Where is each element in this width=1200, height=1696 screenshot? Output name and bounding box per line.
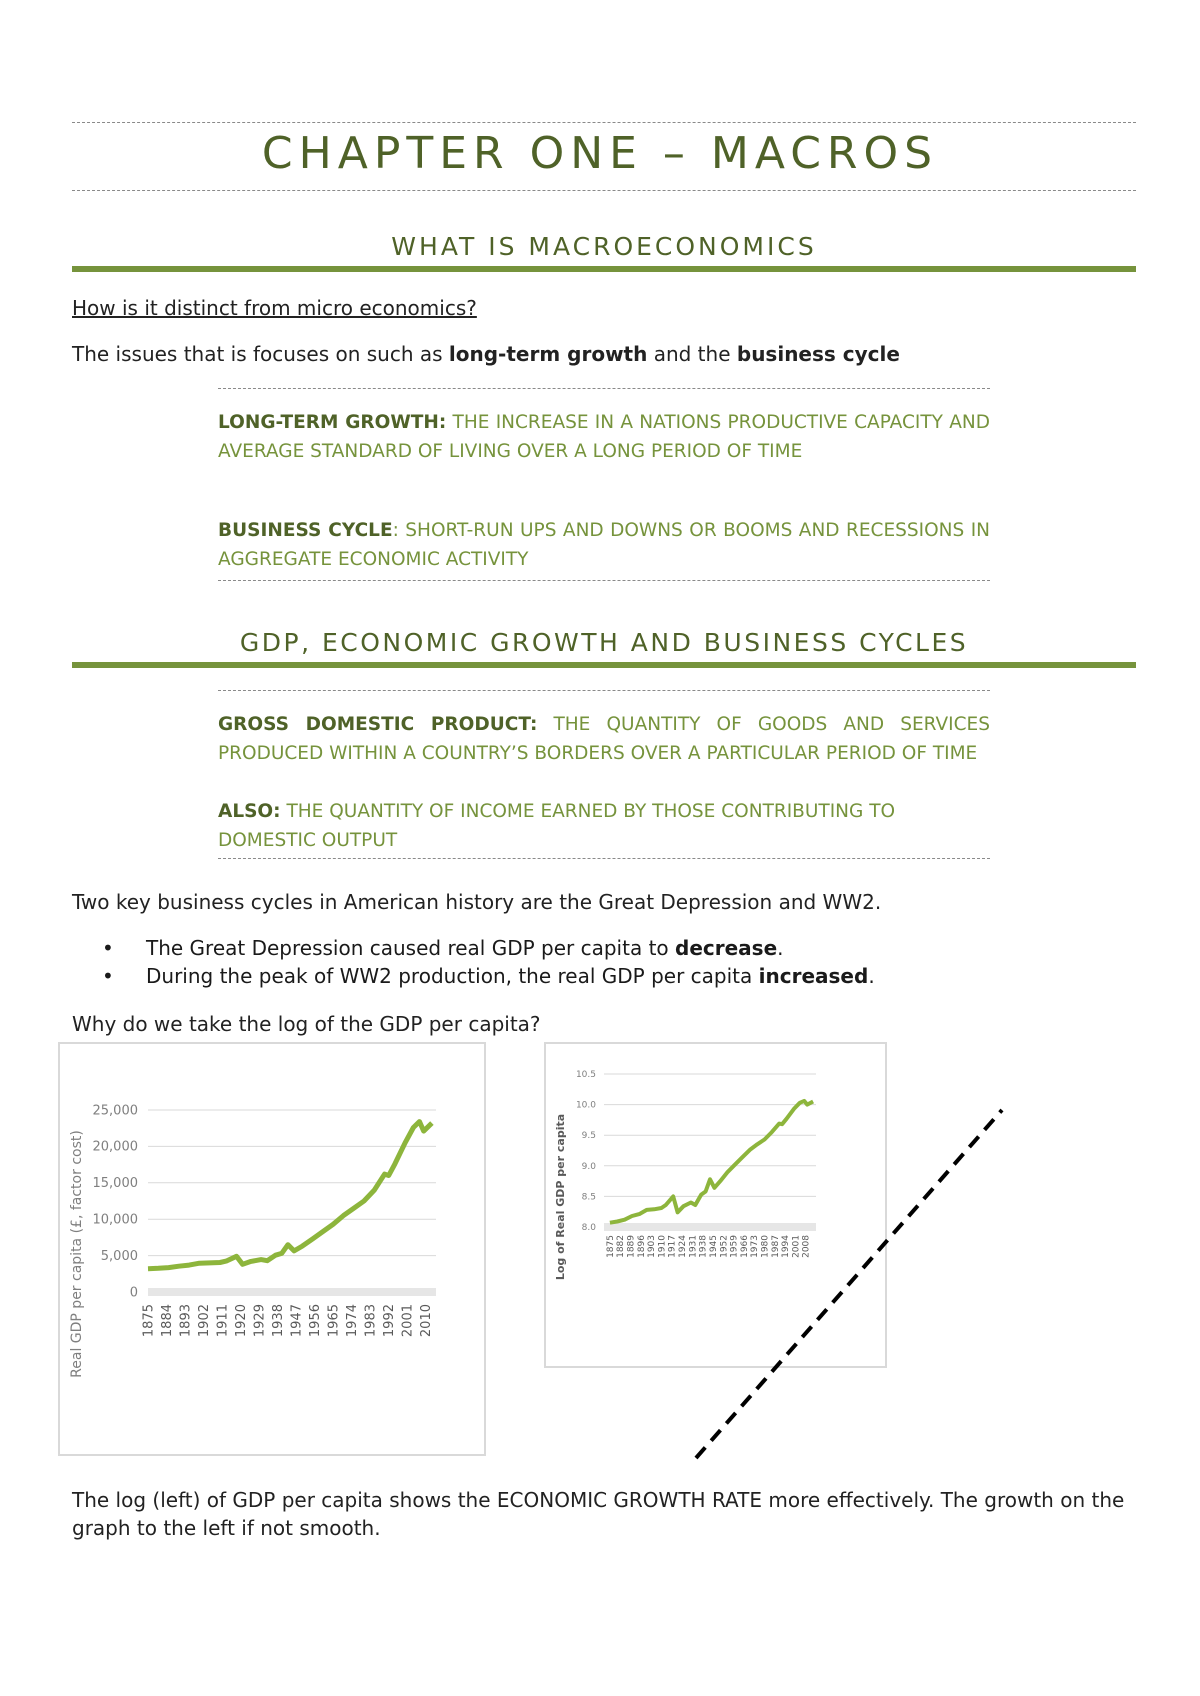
x-tick-label: 1992: [382, 1304, 398, 1338]
x-tick-label: 1903: [647, 1235, 658, 1258]
x-tick-label: 1902: [196, 1304, 212, 1338]
y-tick-label: 5,000: [100, 1248, 138, 1264]
x-tick-label: 1917: [667, 1235, 678, 1258]
also-term: ALSO:: [218, 801, 281, 822]
y-tick-label: 15,000: [92, 1176, 138, 1192]
definition-box-top: [218, 388, 990, 389]
gdp-text: THE QUANTITY OF GOODS AND SERVICES PRODUCED WITHIN A COUNTRY’S BORDERS OVER A PARTICULAR PERIOD OF TIME: [218, 714, 990, 764]
x-tick-label: 1911: [215, 1304, 231, 1338]
x-tick-label: 1929: [252, 1304, 268, 1338]
x-tick-label: 1959: [729, 1235, 740, 1258]
dashed-line: [696, 1110, 1002, 1458]
intro-bold-cycle: business cycle: [736, 342, 900, 366]
x-tick-label: 1987: [770, 1235, 781, 1258]
x-tick-label: 1974: [344, 1304, 360, 1338]
y-tick-label: 8.0: [581, 1223, 596, 1233]
bullet2-prefix: During the peak of WW2 production, the real GDP per capita: [146, 964, 759, 988]
intro-bold-growth: long-term growth: [448, 342, 648, 366]
x-tick-label: 1973: [750, 1235, 761, 1258]
intro-prefix: The issues that is focuses on such as: [72, 342, 449, 366]
x-tick-label: 2001: [400, 1304, 416, 1338]
gdp-per-capita-chart: [58, 1042, 486, 1456]
bullet1-bold: decrease: [675, 936, 778, 960]
y-tick-label: 10.0: [575, 1100, 596, 1111]
definition-long-term-growth: [218, 408, 990, 466]
gdp-term: GROSS DOMESTIC PRODUCT:: [218, 714, 538, 735]
conclusion-paragraph: The log (left) of GDP per capita shows the ECONOMIC GROWTH RATE more effectively. The growth on the graph to the left if not smooth.: [72, 1488, 1125, 1540]
x-tick-label: 1945: [708, 1235, 719, 1258]
x-tick-label: 1893: [178, 1304, 194, 1338]
bullet-depression: [146, 936, 784, 960]
y-tick-label: 10.5: [575, 1070, 596, 1080]
x-tick-label: 2008: [801, 1235, 812, 1258]
x-tick-label: 1966: [739, 1235, 750, 1258]
x-tick-label: 1920: [233, 1304, 249, 1338]
chapter-title: CHAPTER ONE – MACROS: [261, 128, 939, 179]
x-tick-label: 2001: [791, 1235, 802, 1258]
title-bottom-divider: [72, 190, 1136, 191]
definition-gdp-also: [218, 797, 990, 855]
x-tick-label: 1956: [307, 1304, 323, 1338]
title-top-divider: [72, 122, 1136, 123]
x-tick-label: 1875: [141, 1304, 157, 1338]
gdp-box-bottom: [218, 858, 990, 859]
intro-mid: and the: [647, 342, 737, 366]
dashed-annotation-line: [690, 1100, 1010, 1470]
section-heading-gdp: GDP, ECONOMIC GROWTH AND BUSINESS CYCLES: [239, 628, 969, 657]
bullet-dot: •: [102, 964, 114, 988]
x-tick-label: 1965: [326, 1304, 342, 1338]
y-axis-label: Log of Real GDP per capita: [554, 1113, 567, 1281]
y-tick-label: 0: [129, 1285, 138, 1301]
section-rule: [72, 662, 1136, 668]
x-tick-label: 1938: [698, 1235, 709, 1258]
definition-business-cycle: [218, 516, 990, 574]
y-tick-label: 9.5: [581, 1131, 596, 1142]
y-axis-label: Real GDP per capita (£, factor cost): [69, 1130, 85, 1378]
def1-text: THE INCREASE IN A NATIONS PRODUCTIVE CAPACITY AND AVERAGE STANDARD OF LIVING OVER A LONG PERIOD OF TIME: [218, 412, 990, 462]
x-tick-label: 1884: [159, 1304, 175, 1338]
bullet1-suffix: .: [777, 936, 784, 960]
def2-term: BUSINESS CYCLE: [218, 520, 393, 541]
x-tick-label: 1983: [363, 1304, 379, 1338]
y-tick-label: 10,000: [92, 1212, 138, 1228]
x-tick-label: 1980: [760, 1235, 771, 1258]
definition-gdp: [218, 710, 990, 768]
intro-paragraph: [72, 342, 900, 366]
x-axis-band: [148, 1288, 436, 1296]
cycles-intro: Two key business cycles in American history are the Great Depression and WW2.: [72, 890, 882, 914]
y-tick-label: 8.5: [581, 1192, 596, 1203]
x-tick-label: 1896: [636, 1235, 647, 1258]
x-tick-label: 1947: [289, 1304, 305, 1338]
y-tick-label: 9.0: [581, 1161, 596, 1172]
also-text: THE QUANTITY OF INCOME EARNED BY THOSE CONTRIBUTING TO DOMESTIC OUTPUT: [218, 801, 896, 851]
x-tick-label: 1910: [657, 1235, 668, 1258]
def2-text: : SHORT-RUN UPS AND DOWNS OR BOOMS AND RECESSIONS IN AGGREGATE ECONOMIC ACTIVITY: [218, 520, 990, 570]
x-tick-label: 1952: [719, 1235, 730, 1258]
section-rule: [72, 266, 1136, 272]
x-tick-label: 1889: [626, 1235, 637, 1258]
question-text: How is it distinct from micro economics?: [72, 296, 477, 320]
log-question: Why do we take the log of the GDP per capita?: [72, 1012, 541, 1036]
y-tick-label: 20,000: [92, 1139, 138, 1155]
section-heading-macroeconomics: WHAT IS MACROECONOMICS: [391, 232, 817, 261]
x-tick-label: 1994: [781, 1235, 792, 1258]
bullet2-bold: increased: [758, 964, 869, 988]
x-tick-label: 2010: [419, 1304, 435, 1338]
bullet-dot: •: [102, 936, 114, 960]
x-tick-label: 1882: [616, 1235, 627, 1258]
x-tick-label: 1931: [688, 1235, 699, 1258]
x-tick-label: 1924: [678, 1235, 689, 1258]
x-tick-label: 1938: [270, 1304, 286, 1338]
y-tick-label: 25,000: [92, 1103, 138, 1119]
x-tick-label: 1875: [605, 1235, 616, 1258]
definition-box-bottom: [218, 580, 990, 581]
def1-term: LONG-TERM GROWTH:: [218, 412, 447, 433]
gdp-box-top: [218, 690, 990, 691]
bullet-ww2: [146, 964, 875, 988]
bullet2-suffix: .: [868, 964, 875, 988]
bullet1-prefix: The Great Depression caused real GDP per capita to: [146, 936, 676, 960]
